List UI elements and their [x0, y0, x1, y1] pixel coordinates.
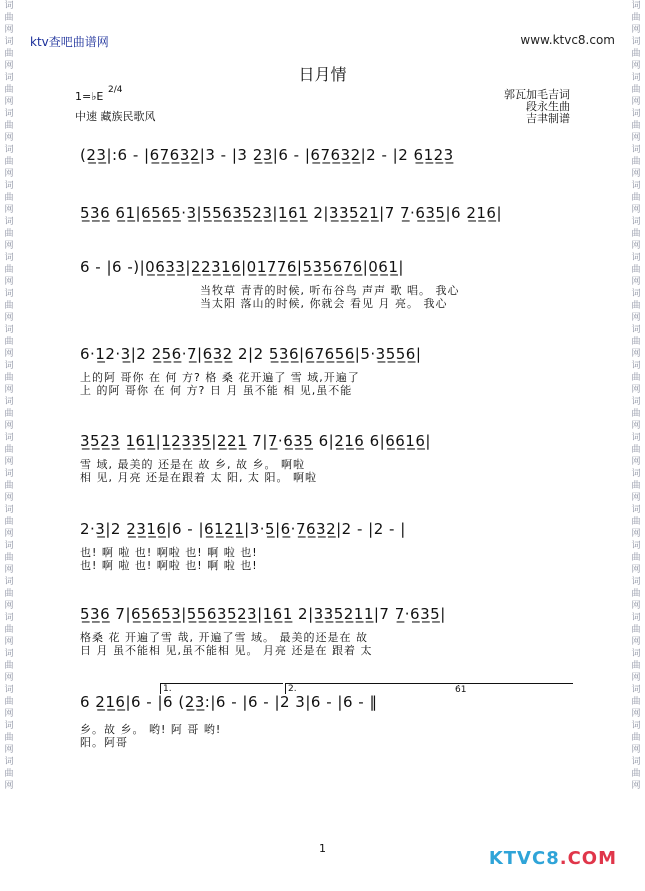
side-watermark-char: 网: [4, 25, 14, 35]
side-watermark-char: 曲: [631, 517, 641, 527]
notation-credit: 吉聿制谱: [526, 112, 570, 125]
side-watermark-char: 词: [631, 73, 641, 83]
side-watermark-char: 词: [4, 109, 14, 119]
side-watermark-char: 曲: [631, 625, 641, 635]
side-watermark-char: 词: [4, 253, 14, 263]
page-number: 1: [319, 842, 326, 855]
side-watermark-char: 词: [4, 145, 14, 155]
notation-line: 6 2̲1̲6̲|6 - |6 (2̲3̲:|6 - |6 - |2 3|6 - |6 - ‖: [80, 693, 378, 711]
side-watermark-char: 网: [4, 241, 14, 251]
side-watermark-char: 曲: [631, 49, 641, 59]
side-watermark-char: 网: [631, 601, 641, 611]
side-watermark-char: 曲: [631, 85, 641, 95]
side-watermark-char: 曲: [631, 121, 641, 131]
side-watermark-char: 网: [631, 133, 641, 143]
side-watermark-char: 网: [4, 169, 14, 179]
side-watermark-char: 曲: [631, 733, 641, 743]
side-watermark-char: 曲: [631, 409, 641, 419]
side-watermark-char: 网: [631, 241, 641, 251]
side-watermark-char: 曲: [4, 769, 14, 779]
side-watermark-char: 网: [4, 205, 14, 215]
side-watermark-char: 网: [4, 421, 14, 431]
side-watermark-char: 词: [4, 541, 14, 551]
side-watermark-char: 网: [631, 781, 641, 791]
side-watermark-char: 词: [631, 505, 641, 515]
side-watermark-char: 词: [4, 433, 14, 443]
side-watermark-char: 词: [631, 721, 641, 731]
side-watermark-char: 曲: [4, 193, 14, 203]
side-watermark-char: 词: [4, 577, 14, 587]
side-watermark-char: 曲: [631, 301, 641, 311]
side-watermark-char: 词: [631, 217, 641, 227]
side-watermark-char: 曲: [631, 481, 641, 491]
side-watermark-char: 词: [4, 613, 14, 623]
notation-line: 6·1̲2·3̲|2 2̲5̲6̲·7̲|6̲3̲2̲ 2|2 5̲3̲6̲|6̲7̲6̲5̲6̲|5·3̲5̲5̲6̲|: [80, 345, 422, 363]
side-watermark-right: [629, 0, 643, 792]
side-watermark-char: 词: [631, 1, 641, 11]
side-watermark-char: 网: [4, 709, 14, 719]
side-watermark-char: 曲: [4, 301, 14, 311]
side-watermark-char: 词: [631, 289, 641, 299]
side-watermark-char: 网: [4, 565, 14, 575]
side-watermark-char: 曲: [631, 769, 641, 779]
side-watermark-char: 网: [4, 61, 14, 71]
composer-credit: 段永生曲: [526, 100, 570, 113]
lyric-verse-2: 上 的阿 哥你 在 何 方? 日 月 虽不能 相 见,虽不能: [80, 384, 353, 397]
side-watermark-char: 网: [4, 601, 14, 611]
side-watermark-char: 词: [631, 397, 641, 407]
side-watermark-char: 词: [4, 1, 14, 11]
side-watermark-char: 曲: [631, 193, 641, 203]
site-logo[interactable]: [489, 848, 617, 869]
side-watermark-char: 曲: [4, 661, 14, 671]
side-watermark-char: 词: [4, 469, 14, 479]
side-watermark-char: 词: [631, 253, 641, 263]
side-watermark-char: 曲: [4, 697, 14, 707]
notation-line: 5̲3̲6̲ 6̲1̲|6̲5̲6̲5̲·3̲|5̲5̲6̲3̲5̲2̲3̲|1̲6̲1̲ 2|3̲3̲5̲2̲1̲|7 7̲·6̲3̲5̲|6 2̲1̲6̲|: [80, 204, 503, 222]
side-watermark-char: 网: [631, 637, 641, 647]
lyric-verse-1: 格桑 花 开遍了雪 哉, 开遍了雪 域。 最美的还是在 故: [80, 631, 368, 644]
score-row-8: [80, 684, 570, 753]
tempo-marking: 中速 藏族民歌风: [75, 110, 156, 123]
side-watermark-char: 词: [4, 289, 14, 299]
time-signature-text: 2/4: [108, 85, 123, 95]
side-watermark-char: 网: [4, 133, 14, 143]
side-watermark-char: 词: [4, 649, 14, 659]
score-row-3: [80, 258, 570, 314]
side-watermark-char: 词: [4, 685, 14, 695]
side-watermark-char: 曲: [631, 373, 641, 383]
side-watermark-char: 词: [631, 613, 641, 623]
side-watermark-char: 曲: [4, 157, 14, 167]
side-watermark-char: 曲: [4, 481, 14, 491]
score-row-7: [80, 605, 570, 661]
site-url[interactable]: www.ktvc8.com: [520, 33, 615, 47]
side-watermark-char: 曲: [631, 697, 641, 707]
notation-line: 2·3̲|2 2̲3̲1̲6̲|6 - |6̲1̲2̲1̲|3·5̲|6̲·7̲6̲3̲2̲|2 - |2 - |: [80, 520, 406, 538]
side-watermark-char: 网: [4, 493, 14, 503]
side-watermark-char: 曲: [631, 157, 641, 167]
side-watermark-char: 曲: [631, 661, 641, 671]
side-watermark-char: 网: [4, 313, 14, 323]
side-watermark-char: 词: [4, 397, 14, 407]
key-signature: 1=♭E: [75, 90, 104, 103]
side-watermark-char: 网: [631, 421, 641, 431]
side-watermark-char: 词: [631, 37, 641, 47]
side-watermark-char: 网: [4, 457, 14, 467]
side-watermark-char: 曲: [4, 373, 14, 383]
side-watermark-char: 词: [631, 649, 641, 659]
side-watermark-left: [2, 0, 16, 792]
side-watermark-char: 词: [631, 577, 641, 587]
volta-second-label: 2.: [288, 684, 297, 694]
site-name[interactable]: ktv查吧曲谱网: [30, 35, 109, 49]
side-watermark-char: 网: [631, 205, 641, 215]
side-watermark-char: 网: [631, 385, 641, 395]
side-watermark-char: 网: [631, 529, 641, 539]
side-watermark-char: 网: [4, 529, 14, 539]
side-watermark-char: 词: [631, 361, 641, 371]
side-watermark-char: 网: [4, 781, 14, 791]
side-watermark-char: 词: [631, 541, 641, 551]
side-watermark-char: 曲: [4, 409, 14, 419]
side-watermark-char: 词: [4, 37, 14, 47]
side-watermark-char: 网: [631, 25, 641, 35]
side-watermark-char: 词: [631, 685, 641, 695]
side-watermark-char: 网: [631, 169, 641, 179]
side-watermark-char: 网: [631, 313, 641, 323]
side-watermark-char: 词: [4, 721, 14, 731]
logo-part-a: KTVC8: [488, 848, 560, 869]
side-watermark-char: 曲: [4, 229, 14, 239]
score-row-6: [80, 520, 570, 576]
notation-line: 5̲3̲6̲ 7|6̲5̲6̲5̲3̲|5̲5̲6̲3̲5̲2̲3̲|1̲6̲1̲ 2|3̲3̲5̲2̲1̲1̲|7 7̲·6̲3̲5̲|: [80, 605, 446, 623]
side-watermark-char: 词: [631, 433, 641, 443]
lyric-verse-2: 当太阳 落山的时候, 你就会 看见 月 亮。 我心: [200, 297, 448, 310]
side-watermark-char: 词: [4, 361, 14, 371]
lyric-verse-2: 也! 啊 啦 也! 啊啦 也! 啊 啦 也!: [80, 559, 258, 572]
side-watermark-char: 曲: [631, 13, 641, 23]
side-watermark-char: 词: [631, 469, 641, 479]
lyric-verse-1: 上的阿 哥你 在 何 方? 格 桑 花开遍了 雪 域,开遍了: [80, 371, 360, 384]
side-watermark-char: 词: [631, 109, 641, 119]
side-watermark-char: 词: [631, 145, 641, 155]
side-watermark-char: 网: [4, 673, 14, 683]
side-watermark-char: 网: [4, 637, 14, 647]
side-watermark-char: 词: [4, 73, 14, 83]
side-watermark-char: 曲: [4, 589, 14, 599]
score-row-1: [80, 146, 570, 176]
score-row-5: [80, 432, 570, 488]
side-watermark-char: 曲: [4, 337, 14, 347]
side-watermark-char: 网: [631, 673, 641, 683]
side-watermark-char: 曲: [631, 553, 641, 563]
side-watermark-char: 词: [4, 217, 14, 227]
side-watermark-char: 曲: [4, 625, 14, 635]
side-watermark-char: 网: [631, 493, 641, 503]
grace-note-fermata: 6̇1: [455, 685, 467, 695]
side-watermark-char: 曲: [4, 445, 14, 455]
side-watermark-char: 网: [631, 709, 641, 719]
side-watermark-char: 网: [4, 97, 14, 107]
lyric-verse-2: 相 见, 月亮 还是在跟着 太 阳, 太 阳。 啊啦: [80, 471, 317, 484]
lyric-verse-1: 雪 域, 最美的 还是在 故 乡, 故 乡。 啊啦: [80, 458, 305, 471]
side-watermark-char: 曲: [4, 85, 14, 95]
side-watermark-char: 曲: [4, 733, 14, 743]
side-watermark-char: 词: [631, 181, 641, 191]
side-watermark-char: 网: [631, 745, 641, 755]
side-watermark-char: 词: [4, 505, 14, 515]
notation-line: 3̲5̲2̲3̲ 1̲6̲1̲|1̲2̲3̲3̲5̲|2̲2̲1̲ 7|7̲·6̲3̲5̲ 6|2̲1̲6̲ 6|6̲6̲1̲6̲|: [80, 432, 431, 450]
side-watermark-char: 词: [631, 325, 641, 335]
side-watermark-char: 曲: [631, 337, 641, 347]
lyric-verse-1: 乡。故 乡。 哟! 阿 哥 哟!: [80, 723, 222, 736]
side-watermark-char: 网: [4, 745, 14, 755]
side-watermark-char: 网: [631, 457, 641, 467]
lyric-verse-2: 阳。阿哥: [80, 736, 128, 749]
notation-line: 6 - |6 -)|0̲6̲3̲3̲|2̲2̲3̲1̲6̲|0̲1̲7̲7̲6̲|5̲3̲5̲6̲7̲6̲|0̲6̲1̲|: [80, 258, 404, 276]
side-watermark-char: 曲: [4, 121, 14, 131]
side-watermark-char: 网: [631, 61, 641, 71]
side-watermark-char: 网: [4, 385, 14, 395]
side-watermark-char: 曲: [631, 445, 641, 455]
side-watermark-char: 词: [4, 757, 14, 767]
side-watermark-char: 曲: [4, 13, 14, 23]
side-watermark-char: 网: [631, 349, 641, 359]
side-watermark-char: 曲: [631, 265, 641, 275]
side-watermark-char: 网: [631, 565, 641, 575]
side-watermark-char: 曲: [4, 49, 14, 59]
side-watermark-char: 曲: [4, 517, 14, 527]
score-row-4: [80, 345, 570, 401]
side-watermark-char: 曲: [631, 589, 641, 599]
side-watermark-char: 网: [631, 97, 641, 107]
volta-first-label: 1.: [163, 684, 172, 694]
side-watermark-char: 曲: [4, 265, 14, 275]
lyric-verse-1: 当牧草 青青的时候, 听布谷鸟 声声 歌 唱。 我心: [200, 284, 460, 297]
logo-part-b: .COM: [559, 848, 617, 869]
side-watermark-char: 曲: [4, 553, 14, 563]
side-watermark-char: 词: [631, 757, 641, 767]
song-title: 日月情: [298, 65, 347, 84]
score-row-2: [80, 204, 570, 234]
side-watermark-char: 网: [631, 277, 641, 287]
lyric-verse-2: 日 月 虽不能相 见,虽不能相 见。 月亮 还是在 跟着 太: [80, 644, 373, 657]
notation-line: (2̲3̲|:6 - |6̲7̲6̲3̲2̲|3 - |3 2̲3̲|6 - |6̲7̲6̲3̲2̲|2 - |2 6̲1̲2̲3̲: [80, 146, 454, 164]
lyric-verse-1: 也! 啊 啦 也! 啊啦 也! 啊 啦 也!: [80, 546, 258, 559]
side-watermark-char: 网: [4, 277, 14, 287]
side-watermark-char: 词: [4, 325, 14, 335]
time-signature: [108, 86, 122, 95]
side-watermark-char: 网: [4, 349, 14, 359]
lyricist-credit: 郭瓦加毛吉词: [504, 88, 570, 101]
side-watermark-char: 曲: [631, 229, 641, 239]
side-watermark-char: 词: [4, 181, 14, 191]
